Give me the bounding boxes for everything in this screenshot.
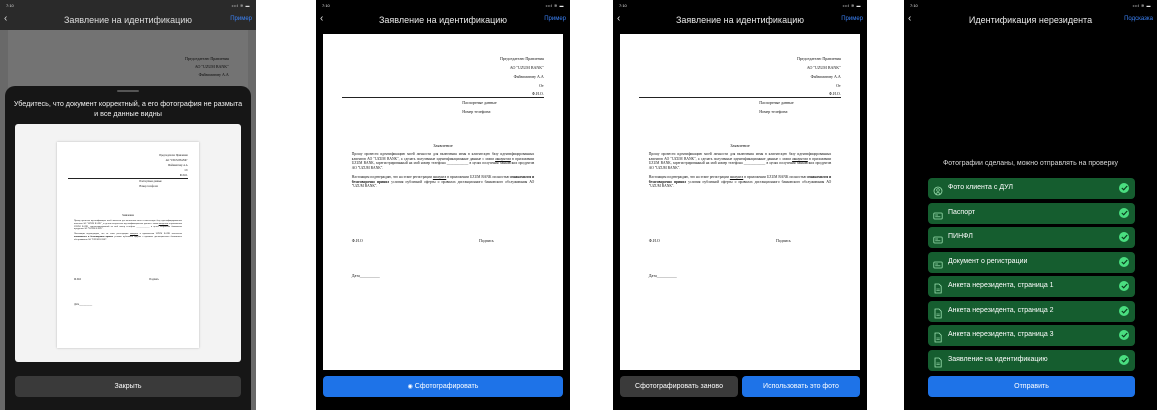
- example-link[interactable]: Пример: [544, 16, 566, 22]
- checklist-item-label: ПИНФЛ: [948, 233, 973, 240]
- checklist-item[interactable]: [928, 252, 1135, 273]
- doc-rule: [639, 97, 841, 98]
- captured-photo-preview: [15, 124, 241, 362]
- nav-title: Заявление на идентификацию: [675, 15, 805, 25]
- doc-header-line: Файзиматову А.А: [513, 74, 544, 79]
- back-chevron-icon[interactable]: ‹: [617, 13, 621, 24]
- doc-title: Заявление: [121, 214, 135, 217]
- statement-document: [57, 142, 199, 348]
- doc-fio-label: Ф.И.О: [74, 278, 82, 281]
- doc-fio-label: Ф.И.О: [351, 238, 363, 243]
- checklist-item[interactable]: [928, 203, 1135, 224]
- doc-signature-label: Подпись: [776, 238, 791, 243]
- camera-icon: ◉: [407, 384, 413, 390]
- doc-rule: [342, 97, 544, 98]
- screen-take-photo: [316, 0, 570, 410]
- hint-link[interactable]: Подсказка: [1124, 16, 1153, 22]
- status-signal-icon: ••ıl ≋ ▬: [842, 3, 861, 8]
- example-link[interactable]: Пример: [230, 16, 252, 22]
- doc-paragraph: Настоящим подтверждаю, что на этапе регистрации аккаунта в приложении UZUM BANK полностью ознакомился и безоговорочно принял условия публичной оферты о правилах дистанционного банковского обслуживания АО "UZUM BANK".: [648, 175, 832, 189]
- doc-phone-label: Номер телефона:: [462, 109, 492, 114]
- doc-header-line: Председателю Правления: [159, 154, 188, 157]
- sheet-drag-handle[interactable]: [117, 90, 139, 92]
- doc-paragraph: Прошу провести идентификацию моей личности для включения меня в клиентскую базу идентифицированных клиентов АО "UZUM BANK", а сделать полученные идентификационные данные с моим аккаунтом в приложении UZUM BANK, зарегистрированный на мой номер телефона ____________ в целях получения банковских продуктов АО "UZUM BANK".: [74, 220, 182, 231]
- nav-bar: [613, 12, 867, 28]
- document-icon: [933, 306, 943, 317]
- checklist-item-label: Фото клиента с ДУЛ: [948, 184, 1013, 191]
- screen-review-sheet: [0, 0, 256, 410]
- checklist-item[interactable]: [928, 325, 1135, 346]
- send-button[interactable]: Отправить: [928, 376, 1135, 397]
- checklist-item[interactable]: [928, 301, 1135, 322]
- doc-date-label: Дата__________: [648, 273, 677, 278]
- status-signal-icon: ••ıl ≋ ▬: [545, 3, 564, 8]
- doc-passport-label: Паспортные данные: [759, 100, 794, 105]
- document-checklist: [928, 178, 1135, 374]
- statement-document: [323, 34, 563, 370]
- nav-bar: [904, 12, 1157, 28]
- doc-passport-label: Паспортные данные: [462, 100, 497, 105]
- doc-signature-label: Подпись: [149, 278, 159, 281]
- status-bar: [613, 3, 867, 11]
- check-circle-icon: [1119, 330, 1129, 340]
- status-time: 7:10: [322, 3, 330, 8]
- checklist-item-label: Паспорт: [948, 208, 976, 216]
- use-photo-button[interactable]: Использовать это фото: [742, 376, 860, 397]
- captured-photo-preview: [620, 34, 860, 370]
- checklist-item-label: Анкета нерезидента, страница 2: [948, 306, 1054, 314]
- check-circle-icon: [1119, 183, 1129, 193]
- checklist-item[interactable]: [928, 178, 1135, 199]
- id-card-icon: [933, 257, 943, 268]
- status-signal-icon: ••ıl ≋ ▬: [1132, 3, 1151, 8]
- checklist-item[interactable]: [928, 227, 1135, 248]
- check-circle-icon: [1119, 281, 1129, 291]
- screen-nonresident-summary: [904, 0, 1157, 410]
- camera-preview: [323, 34, 563, 370]
- doc-header-line: Файзиматову А.А: [810, 74, 841, 79]
- doc-header-line: Председателю Правления: [500, 56, 544, 61]
- status-bar: [904, 3, 1157, 11]
- nav-title: Идентификация нерезидента: [968, 15, 1093, 25]
- checklist-item[interactable]: [928, 276, 1135, 297]
- example-link[interactable]: Пример: [841, 16, 863, 22]
- status-bar: [0, 3, 256, 11]
- check-circle-icon: [1119, 355, 1129, 365]
- doc-title: Заявление: [433, 143, 453, 148]
- face-id-icon: [933, 183, 943, 194]
- status-signal-icon: ••ıl ≋ ▬: [231, 3, 250, 8]
- check-circle-icon: [1119, 257, 1129, 267]
- review-bottom-sheet: [5, 86, 251, 410]
- back-chevron-icon[interactable]: ‹: [908, 13, 912, 24]
- back-chevron-icon[interactable]: ‹: [320, 13, 324, 24]
- nav-title: Заявление на идентификацию: [63, 15, 193, 25]
- doc-header-line: АО "UZUM BANK": [806, 65, 841, 70]
- document-icon: [933, 355, 943, 366]
- nav-title: Заявление на идентификацию: [378, 15, 508, 25]
- doc-signature-label: Подпись: [479, 238, 494, 243]
- checklist-item-label: Документ о регистрации: [948, 257, 1028, 265]
- status-time: 7:10: [910, 3, 918, 8]
- status-bar: [316, 3, 570, 11]
- check-circle-icon: [1119, 208, 1129, 218]
- sheet-message: Убедитесь, что документ корректный, а его фотография не размыта и все данные видны: [13, 99, 243, 118]
- doc-passport-label: Паспортные данные: [139, 180, 162, 183]
- doc-header-line: Ф.И.О.: [828, 91, 841, 96]
- nav-bar: [0, 12, 256, 28]
- doc-header-line: Ф.И.О.: [179, 174, 188, 177]
- checklist-item-label: Анкета нерезидента, страница 1: [948, 282, 1054, 289]
- check-circle-icon: [1119, 232, 1129, 242]
- doc-phone-label: Номер телефона:: [139, 185, 159, 188]
- nav-bar: [316, 12, 570, 28]
- checklist-item[interactable]: [928, 350, 1135, 371]
- doc-paragraph: Настоящим подтверждаю, что на этапе регистрации аккаунта в приложении UZUM BANK полностью ознакомился и безоговорочно принял условия публичной оферты о правилах дистанционного банковского обслуживания АО "UZUM BANK".: [74, 233, 182, 241]
- doc-header-line: От: [539, 83, 544, 88]
- status-time: 7:10: [6, 3, 14, 8]
- document-icon: [933, 330, 943, 341]
- doc-paragraph: Прошу провести идентификацию моей личности для включения меня в клиентскую базу идентифицированных клиентов АО "UZUM BANK", а сделать полученные идентификационные данные с моим аккаунтом в приложении UZUM BANK, зарегистрированный на мой номер телефона ____________ в целях получения банковских продуктов АО "UZUM BANK".: [648, 152, 832, 170]
- screen-confirm-photo: [613, 0, 867, 410]
- check-circle-icon: [1119, 306, 1129, 316]
- take-photo-label: Сфотографировать: [414, 383, 479, 390]
- doc-date-label: Дата__________: [74, 303, 93, 306]
- doc-phone-label: Номер телефона:: [759, 109, 789, 114]
- retake-photo-button[interactable]: Сфотографировать заново: [620, 376, 738, 397]
- doc-header-line: АО "UZUM BANK": [165, 159, 188, 162]
- doc-header-line: АО "UZUM BANK": [509, 65, 544, 70]
- doc-header-line: Ф.И.О.: [531, 91, 544, 96]
- doc-header-line: От: [184, 169, 188, 172]
- doc-header-line: Файзиматову А.А: [168, 164, 188, 167]
- doc-header-line: От: [836, 83, 841, 88]
- doc-fio-label: Ф.И.О: [648, 238, 660, 243]
- doc-paragraph: Прошу провести идентификацию моей личности для включения меня в клиентскую базу идентифицированных клиентов АО "UZUM BANK", а сделать полученные идентификационные данные с моим аккаунтом в приложении UZUM BANK, зарегистрированный на мой номер телефона ____________ в целях получения банковских продуктов АО "UZUM BANK".: [351, 152, 535, 170]
- doc-title: Заявление: [730, 143, 750, 148]
- back-chevron-icon[interactable]: ‹: [4, 13, 8, 24]
- doc-rule: [68, 178, 187, 179]
- close-button[interactable]: Закрыть: [15, 376, 241, 397]
- doc-header-line: Председателю Правления: [797, 56, 841, 61]
- id-card-icon: [933, 232, 943, 243]
- status-time: 7:10: [619, 3, 627, 8]
- take-photo-button[interactable]: [323, 376, 563, 397]
- ready-heading: Фотографии сделаны, можно отправлять на проверку: [942, 160, 1119, 167]
- id-card-icon: [933, 208, 943, 219]
- doc-paragraph: Настоящим подтверждаю, что на этапе регистрации аккаунта в приложении UZUM BANK полностью ознакомился и безоговорочно принял условия публичной оферты о правилах дистанционного банковского обслуживания АО "UZUM BANK".: [351, 175, 535, 189]
- checklist-item-label: Анкета нерезидента, страница 3: [948, 331, 1054, 338]
- statement-document: [620, 34, 860, 370]
- document-icon: [933, 281, 943, 292]
- checklist-item-label: Заявление на идентификацию: [948, 355, 1048, 363]
- doc-date-label: Дата__________: [351, 273, 380, 278]
